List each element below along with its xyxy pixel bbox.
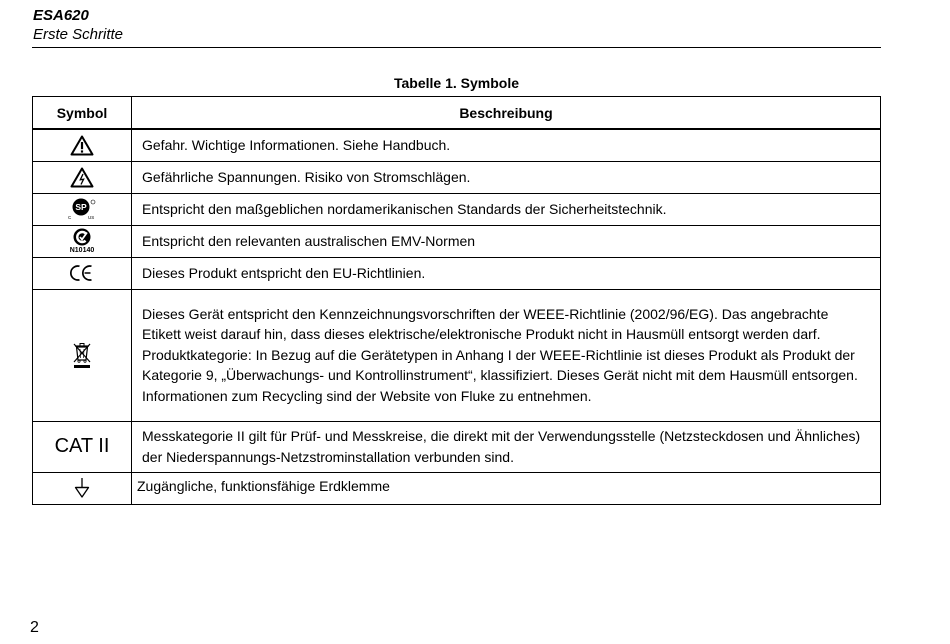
symbol-cell: CAT II	[33, 421, 132, 472]
description-cell: Dieses Gerät entspricht den Kennzeichnungsvorschriften der WEEE-Richtlinie (2002/96/EG). Das angebrachte Etikett weist darauf hin, dass dieses elektrische/elektronische Produkt nicht in Hausmüll entsorgt werden darf. Produktkategorie: In Bezug auf die Gerätetypen in Anhang I der WEEE-Richtlinie ist dieses Produkt als Produkt der Kategorie 9, „Überwachungs- und Kontrollinstrument“, klassifiziert. Dieses Gerät nicht mit dem Hausmüll entsorgen. Informationen zum Recycling sind der Website von Fluke zu entnehmen.	[132, 289, 881, 421]
table-row	[33, 421, 881, 472]
description-cell: Gefahr. Wichtige Informationen. Siehe Handbuch.	[132, 129, 881, 161]
table-row	[33, 225, 881, 257]
model-name: ESA620	[33, 7, 89, 24]
svg-text:SP: SP	[75, 202, 87, 213]
description-cell: Gefährliche Spannungen. Risiko von Stromschlägen.	[132, 161, 881, 193]
symbols-table	[32, 96, 881, 505]
description-cell: Entspricht den relevanten australischen EMV-Normen	[132, 225, 881, 257]
svg-text:C: C	[68, 215, 72, 220]
page-header	[33, 6, 123, 44]
table-row	[33, 193, 881, 225]
ce-mark-icon	[69, 264, 95, 282]
description-cell: Entspricht den maßgeblichen nordamerikanischen Standards der Sicherheitstechnik.	[132, 193, 881, 225]
header-rule	[32, 47, 881, 48]
high-voltage-triangle-icon	[70, 167, 94, 188]
description-cell: Dieses Produkt entspricht den EU-Richtlinien.	[132, 257, 881, 289]
symbol-cell	[33, 257, 132, 289]
functional-earth-terminal-icon	[73, 477, 91, 499]
table-header-row	[33, 97, 881, 130]
description-cell: Messkategorie II gilt für Prüf- und Messkreise, die direkt mit der Verwendungsstelle (Netzsteckdosen und Ähnliches) der Niederspannungs-Netzstrominstallation verbunden sind.	[132, 421, 881, 472]
symbol-cell	[33, 225, 132, 257]
symbol-cell	[33, 161, 132, 193]
weee-crossed-bin-icon	[71, 341, 93, 369]
page-number: 2	[30, 619, 39, 636]
symbol-cell	[33, 472, 132, 504]
table-row	[33, 257, 881, 289]
svg-text:US: US	[88, 215, 95, 220]
table-caption: Tabelle 1. Symbole	[393, 75, 519, 91]
table-row	[33, 161, 881, 193]
csa-certification-icon	[64, 197, 100, 221]
symbol-cell	[33, 129, 132, 161]
col-description-header: Beschreibung	[132, 97, 881, 130]
c-tick-number: N10140	[69, 246, 95, 254]
table-row	[33, 129, 881, 161]
symbol-cell	[33, 289, 132, 421]
col-symbol-header: Symbol	[33, 97, 132, 130]
table-row	[33, 472, 881, 504]
warning-triangle-icon	[70, 135, 94, 156]
section-title: Erste Schritte	[33, 26, 124, 43]
symbol-cell	[33, 193, 132, 225]
table-row	[33, 289, 881, 421]
c-tick-icon	[72, 228, 92, 246]
description-cell: Zugängliche, funktionsfähige Erdklemme	[132, 472, 881, 504]
